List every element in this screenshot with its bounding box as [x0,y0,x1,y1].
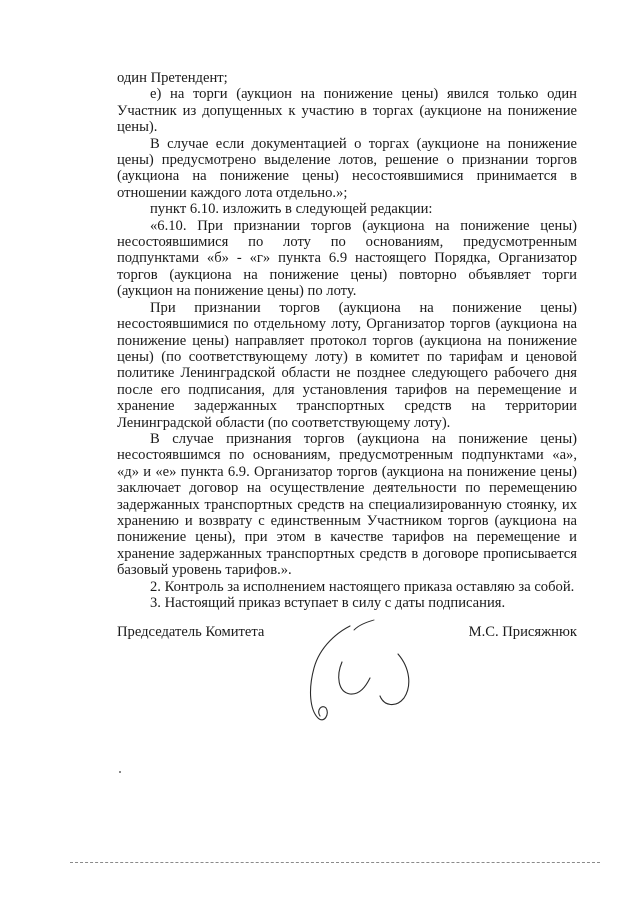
paragraph-6-10: «6.10. При признании торгов (аукциона на понижение цены) несостоявшимися по лоту по основаниям, предусмотренным подпунктами «б» - «г» пункта 6.9 настоящего Порядка, Организатор торгов (аукциона на понижение цены) повторно объявляет торги (аукцион на понижение цены) по лоту. [117,217,577,300]
paragraph-continuation: один Претендент; [117,70,228,86]
paragraph-control: 2. Контроль за исполнением настоящего приказа оставляю за собой. [150,578,575,595]
document-body [117,70,577,611]
scan-speck [119,771,121,773]
paragraph-lots: В случае если документацией о торгах (аукционе на понижение цены) предусмотрено выделение лотов, решение о признании торгов (аукциона на понижение цены) несостоявшимися принимается в отношении каждого лота отдельно.»; [117,135,577,201]
signatory-name: М.С. Присяжнюк [468,624,577,640]
paragraph-effective: 3. Настоящий приказ вступает в силу с даты подписания. [150,595,506,611]
bottom-scan-line [70,862,600,863]
paragraph-separate-lot: При признании торгов (аукциона на понижение цены) несостоявшимися по отдельному лоту, Организатор торгов (аукциона на понижение цены) направляет протокол торгов (аукциона на понижение цены) (по соответствующему лоту) в комитет по тарифам и ценовой политике Ленинградской области не позднее следующего рабочего дня после его подписания, для установления тарифов на перемещение и хранение задержанных транспортных средств на территории Ленинградской области (по соответствующему лоту). [117,299,577,431]
paragraph-6-10-intro: пункт 6.10. изложить в следующей редакции: [150,201,433,218]
signatory-position: Председатель Комитета [117,624,265,640]
handwritten-signature [298,618,428,728]
paragraph-item-e: е) на торги (аукцион на понижение цены) явился только один Участник из допущенных к участию в торгах (аукционе на понижение цены). [117,86,577,136]
paragraph-single-participant: В случае признания торгов (аукциона на понижение цены) несостоявшимся по основаниям, предусмотренным подпунктами «а», «д» и «е» пункта 6.9. Организатор торгов (аукциона на понижение цены) заключает договор на осуществление деятельности по перемещению задержанных транспортных средств на специализированную стоянку, их хранению и возврату с единственным Участником торгов (аукциона на понижение цены), при этом в качестве тарифов на перемещение и хранение задержанных транспортных средств в договоре прописывается базовый уровень тарифов.». [117,430,577,579]
